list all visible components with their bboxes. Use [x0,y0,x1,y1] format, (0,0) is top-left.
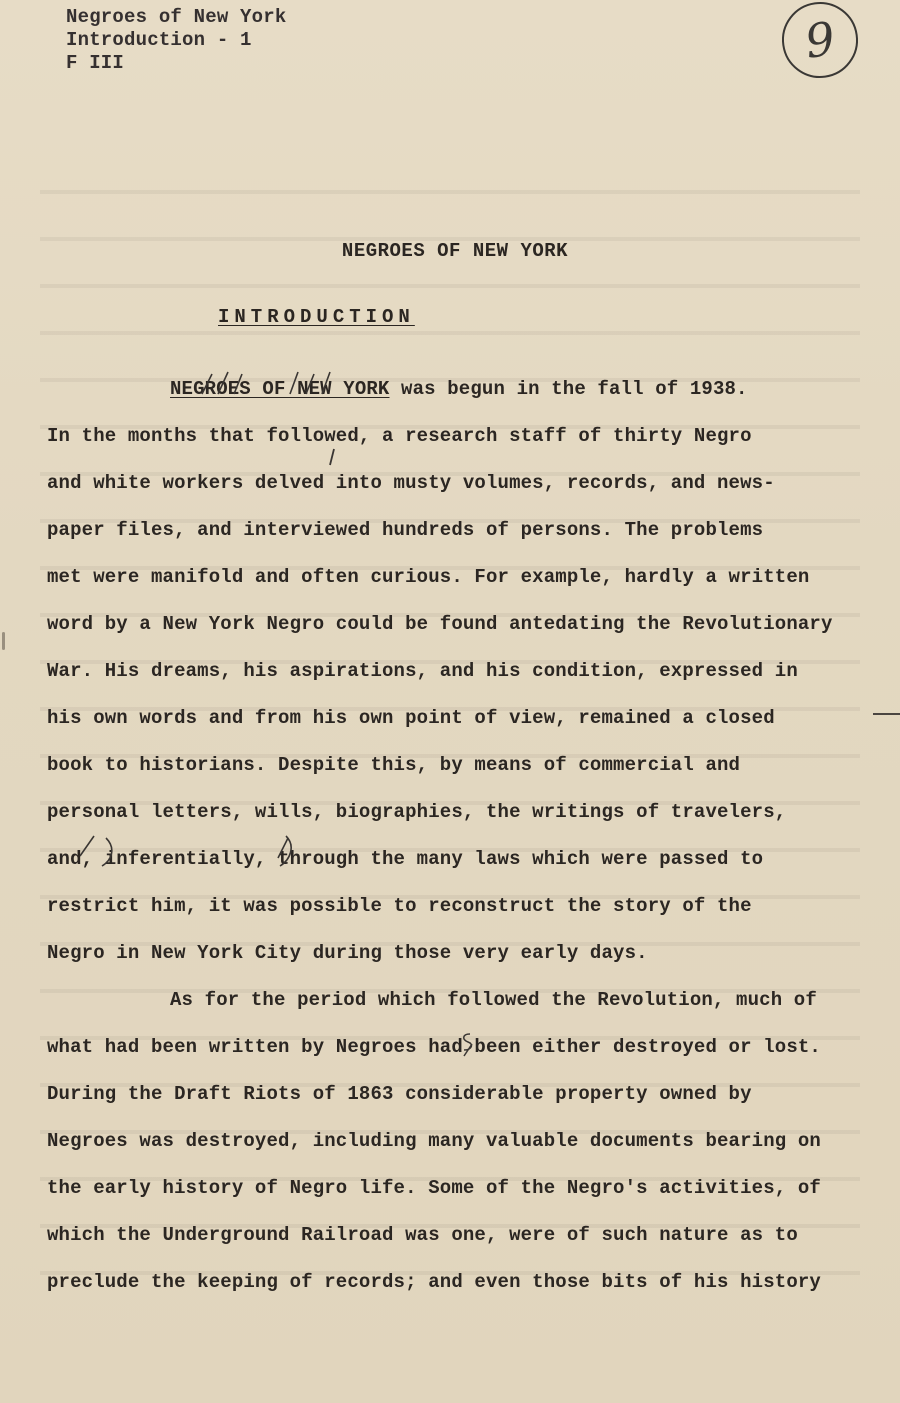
header-line-title: Negroes of New York [66,6,287,28]
text-line: book to historians. Despite this, by means of commercial and [47,754,741,776]
handwritten-correction-s [458,1030,478,1060]
text-line: During the Draft Riots of 1863 considerable property owned by [47,1083,752,1105]
text-line: restrict him, it was possible to reconstruct the story of the [47,895,752,917]
text-line: the early history of Negro life. Some of the Negro's activities, of [47,1177,821,1199]
page-header [66,6,286,75]
text-line: paper files, and interviewed hundreds of persons. The problems [47,519,764,541]
handwritten-strikeout-marks [190,364,400,404]
text-line: personal letters, wills, biographies, the writings of travelers, [47,801,787,823]
text-line: his own words and from his own point of view, remained a closed [47,707,775,729]
margin-edge-mark [873,713,900,715]
text-line: which the Underground Railroad was one, were of such nature as to [47,1224,798,1246]
text-line-1-rest: was begun in the fall of 1938. [389,378,748,400]
text-line: preclude the keeping of records; and even those bits of his history [47,1271,821,1293]
text-line: Negro in New York City during those very early days. [47,942,648,964]
paragraph-start-line: As for the period which followed the Revolution, much of [170,989,817,1011]
text-line: War. His dreams, his aspirations, and his condition, expressed in [47,660,798,682]
circled-page-number [777,0,863,83]
document-title: NEGROES OF NEW YORK [341,240,569,262]
text-line: In the months that followed, a research staff of thirty Negro [47,425,752,447]
handwritten-bracket-marks [72,828,292,872]
text-line: and, inferentially, through the many laws which were passed to [47,848,764,870]
margin-punch-mark [2,632,5,650]
text-line: met were manifold and often curious. For example, hardly a written [47,566,810,588]
handwritten-comma-mark [326,447,340,469]
document-subtitle: INTRODUCTION [218,306,415,328]
text-line: and white workers delved into musty volumes, records, and news- [47,472,775,494]
text-line: Negroes was destroyed, including many valuable documents bearing on [47,1130,821,1152]
underlined-book-title: NEGROES OF NEW YORK [170,378,390,400]
text-line: what had been written by Negroes had been either destroyed or lost. [47,1036,821,1058]
text-line-1 [47,374,867,421]
text-line: word by a New York Negro could be found antedating the Revolutionary [47,613,833,635]
header-line-section: Introduction - 1 [66,29,252,51]
header-line-code: F III [66,52,125,74]
page-number: 9 [801,11,839,69]
